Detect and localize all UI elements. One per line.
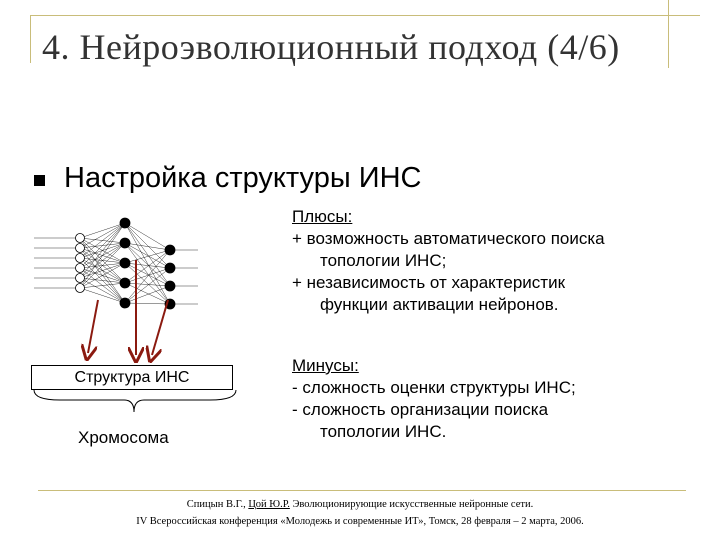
connection-line: [125, 243, 170, 286]
input-neuron: [76, 244, 85, 253]
connection-line: [80, 223, 125, 248]
connection-line: [125, 283, 170, 304]
pros-heading: Плюсы:: [292, 207, 353, 226]
frame-left-line: [30, 15, 31, 63]
hidden-neuron: [120, 278, 130, 288]
footer-authors: Спицын В.Г.,: [186, 499, 249, 510]
footer-line-2: IV Всероссийская конференция «Молодежь и современные ИТ», Томск, 28 февраля – 2 марта, 2006.: [136, 516, 584, 527]
footer-line-1: [0, 496, 720, 513]
connection-line: [125, 268, 170, 283]
cons-heading: Минусы:: [292, 356, 359, 375]
network-connections: [34, 223, 198, 304]
pros-item-1-continued: топологии ИНС;: [320, 251, 447, 270]
connection-line: [80, 223, 125, 288]
network-neurons: [76, 218, 176, 309]
connection-line: [80, 263, 125, 288]
cons-item-2-continued: топологии ИНС.: [320, 422, 447, 441]
connection-line: [80, 223, 125, 258]
hidden-neuron: [120, 258, 130, 268]
bullet-square-icon: [34, 175, 45, 186]
input-neuron: [76, 284, 85, 293]
connection-line: [80, 288, 125, 303]
footer-author-underlined: Цой Ю.Р.: [248, 499, 290, 510]
connection-line: [80, 283, 125, 288]
frame-top-line: [30, 15, 700, 16]
frame-footer-line: [38, 490, 686, 491]
connection-line: [80, 278, 125, 283]
connection-line: [80, 243, 125, 278]
connection-line: [125, 286, 170, 303]
hidden-neuron: [120, 298, 130, 308]
connection-line: [125, 223, 170, 250]
pros-section: [292, 206, 702, 316]
input-neuron: [76, 264, 85, 273]
bullet-text: Настройка структуры ИНС: [64, 162, 422, 194]
chromosome-label: Хромосома: [78, 428, 169, 447]
connection-line: [125, 303, 170, 304]
connection-line: [80, 223, 125, 238]
input-neuron: [76, 234, 85, 243]
output-neuron: [165, 245, 175, 255]
structure-label-box: Структура ИНС: [31, 365, 233, 390]
input-neuron: [76, 254, 85, 263]
footer-citation: [0, 496, 720, 530]
footer-title: Эволюционирующие искусственные нейронные сети.: [289, 499, 534, 510]
cons-item-2: - сложность организации поиска: [292, 400, 549, 419]
cons-item-1: - сложность оценки структуры ИНС;: [292, 378, 576, 397]
pros-item-2-continued: функции активации нейронов.: [320, 295, 559, 314]
pros-item-1: + возможность автоматического поиска: [292, 229, 605, 248]
pros-item-2: + независимость от характеристик: [292, 273, 566, 292]
slide-title: 4. Нейроэволюционный подход (4/6): [42, 27, 620, 67]
output-neuron: [165, 263, 175, 273]
connection-line: [80, 243, 125, 288]
neural-network-diagram: [30, 205, 290, 365]
hidden-neuron: [120, 238, 130, 248]
output-neuron: [165, 281, 175, 291]
cons-section: [292, 355, 702, 443]
right-arrow: [152, 300, 168, 355]
connection-line: [80, 223, 125, 268]
left-arrow: [88, 300, 98, 353]
hidden-neuron: [120, 218, 130, 228]
connection-line: [125, 223, 170, 304]
input-neuron: [76, 274, 85, 283]
connection-line: [80, 223, 125, 278]
connection-line: [125, 243, 170, 250]
connection-line: [80, 278, 125, 303]
curly-brace: [30, 388, 240, 418]
